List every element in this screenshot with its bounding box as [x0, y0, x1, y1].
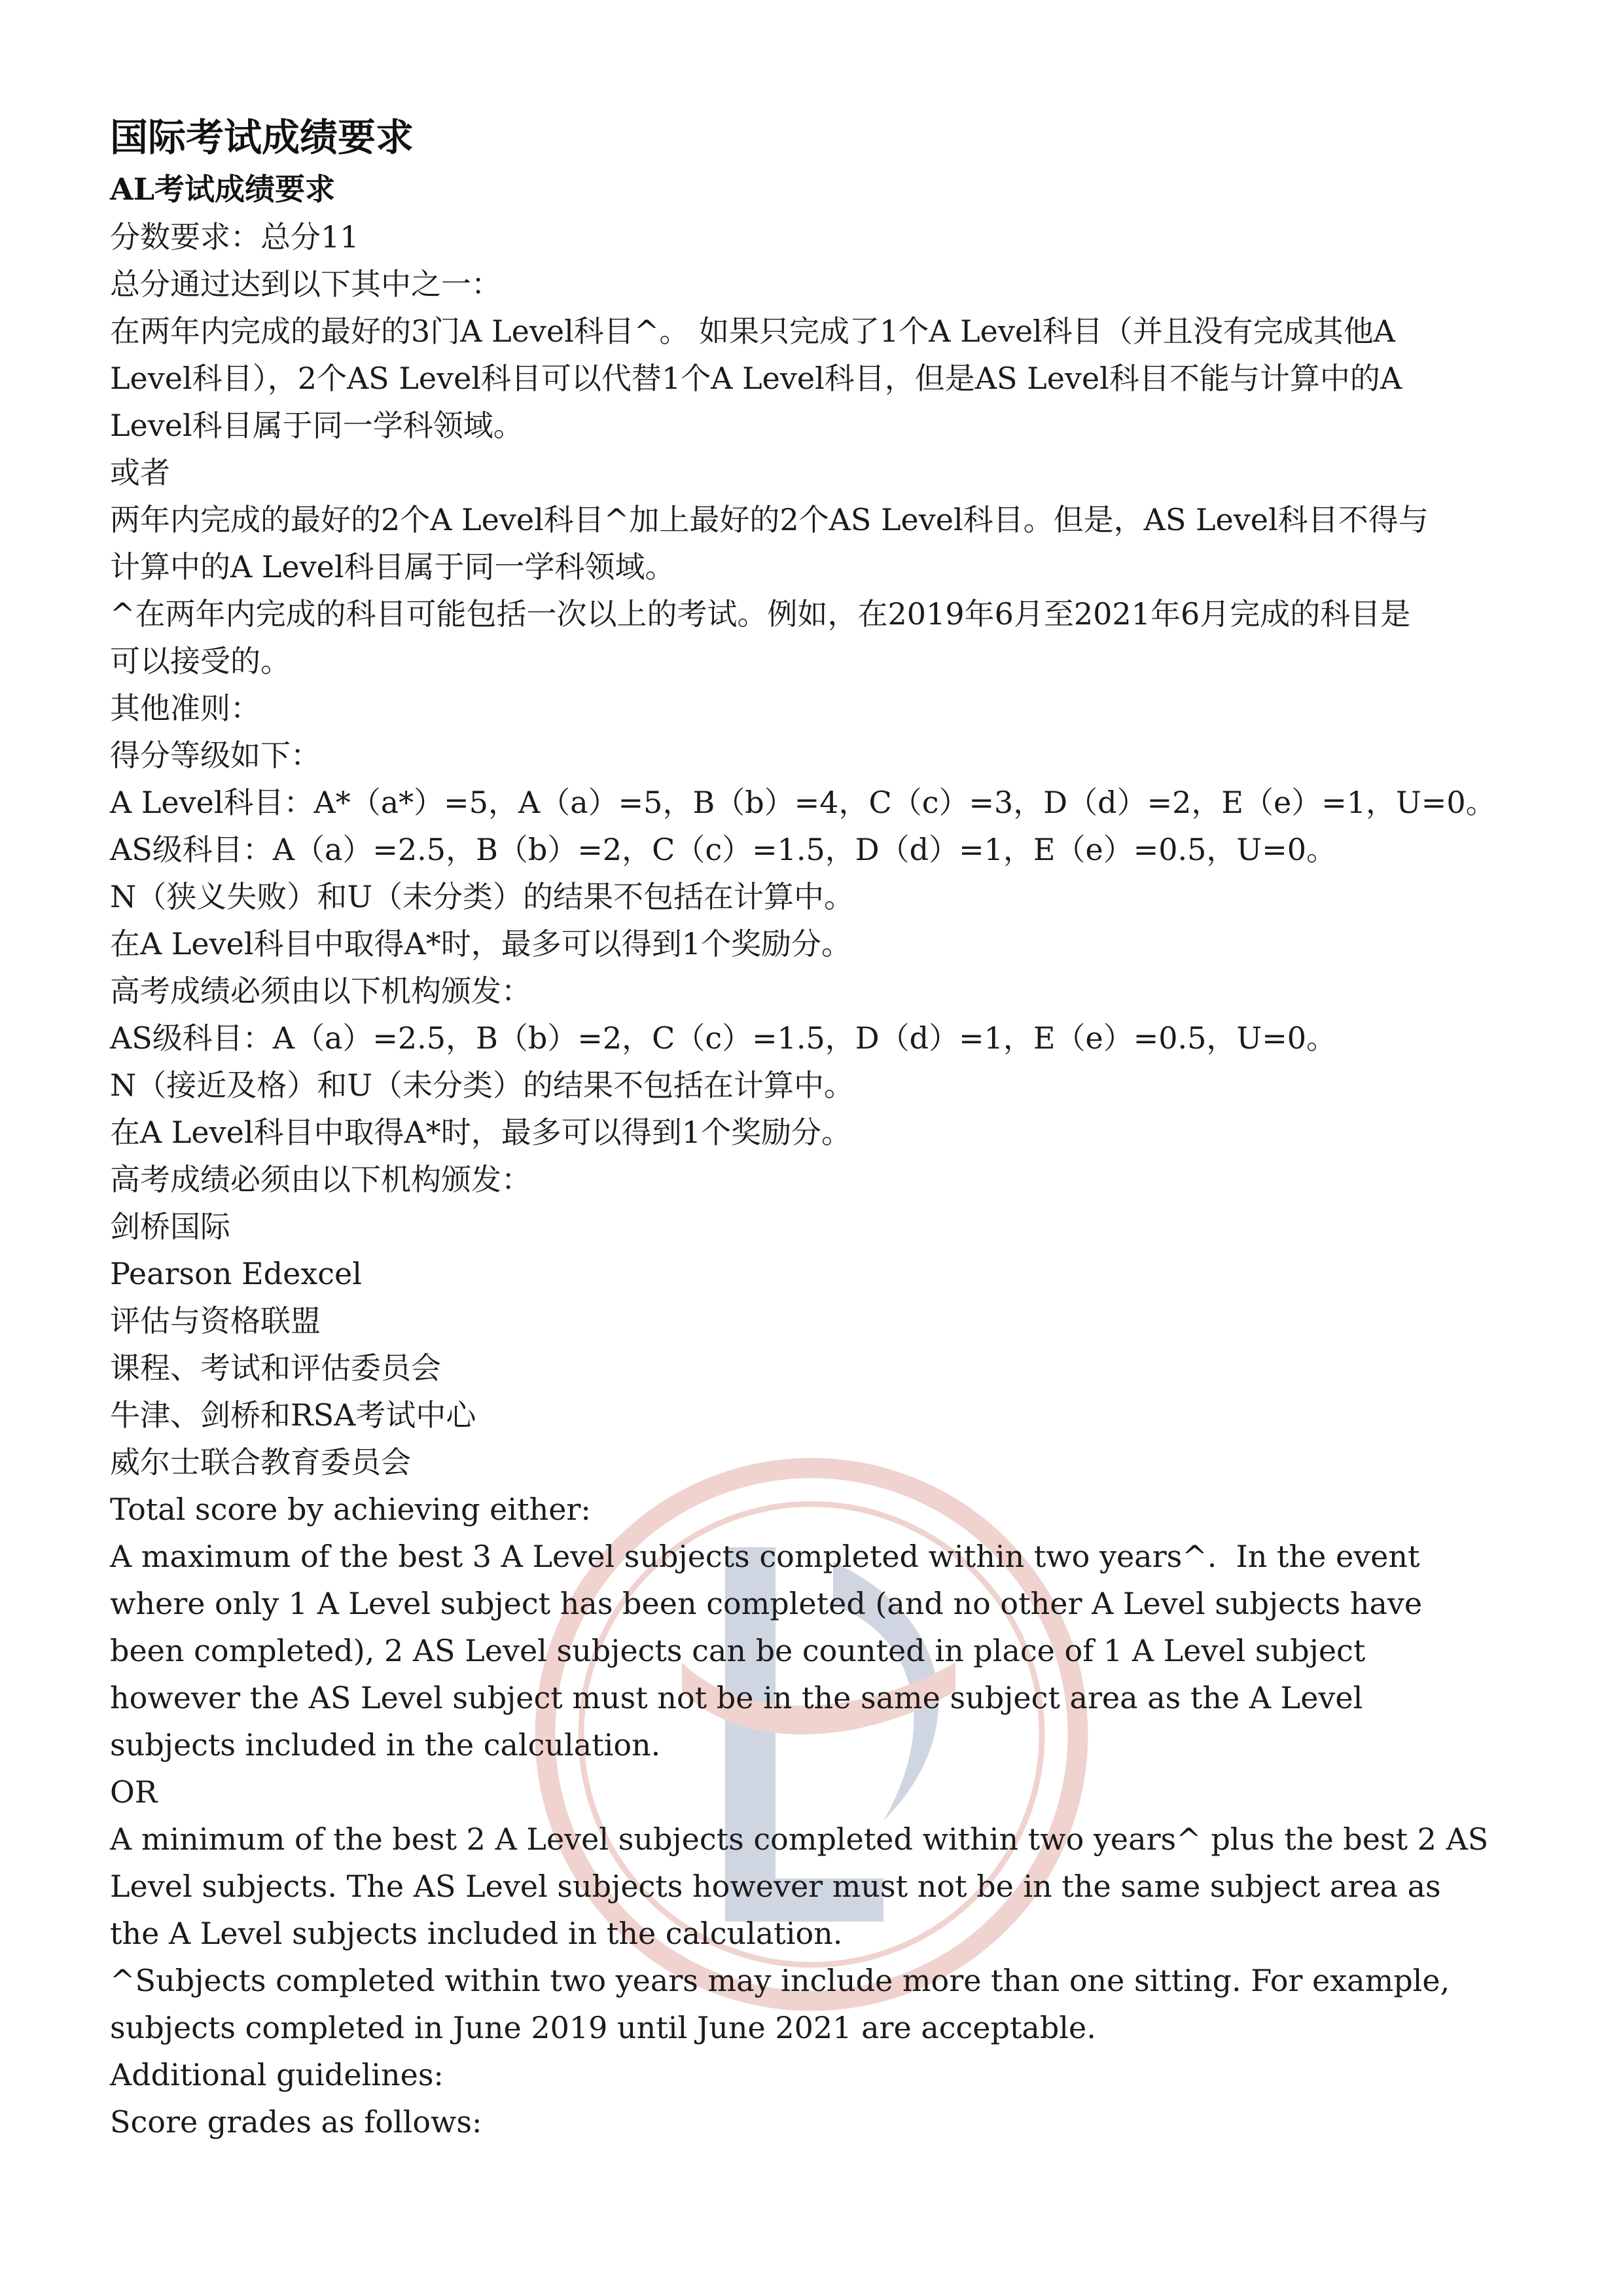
text-line: 总分通过达到以下其中之一： — [110, 266, 501, 302]
text-line: 分数要求：总分11 — [110, 219, 359, 255]
text-line: Pearson Edexcel — [110, 1256, 362, 1291]
text-line: Additional guidelines: — [110, 2057, 444, 2092]
text-line: 牛津、剑桥和RSA考试中心 — [110, 1397, 476, 1433]
text-line: subjects completed in June 2019 until June 2021 are acceptable. — [110, 2010, 1096, 2045]
text-line: 两年内完成的最好的2个A Level科目^加上最好的2个AS Level科目。但是，AS Level科目不得与 — [110, 502, 1429, 537]
text-lines — [110, 213, 1524, 2145]
text-line: where only 1 A Level subject has been completed (and no other A Level subjects have — [110, 1586, 1423, 1621]
text-line: 得分等级如下： — [110, 738, 321, 773]
text-line: 课程、考试和评估委员会 — [110, 1350, 441, 1386]
text-line: ^在两年内完成的科目可能包括一次以上的考试。例如，在2019年6月至2021年6月完成的科目是 — [110, 596, 1411, 632]
text-line: 高考成绩必须由以下机构颁发： — [110, 1162, 531, 1197]
text-line: A maximum of the best 3 A Level subjects completed within two years^. In the event — [110, 1539, 1420, 1574]
text-line: Total score by achieving either: — [110, 1492, 591, 1527]
text-line: Level科目属于同一学科领域。 — [110, 408, 524, 443]
text-line: the A Level subjects included in the calculation. — [110, 1916, 843, 1951]
text-line: AS级科目：A（a）=2.5，B（b）=2，C（c）=1.5，D（d）=1，E（e）=0.5，U=0。 — [110, 1020, 1337, 1056]
text-line: 威尔士联合教育委员会 — [110, 1444, 411, 1480]
text-line: 在A Level科目中取得A*时，最多可以得到1个奖励分。 — [110, 926, 852, 961]
text-line: Level科目），2个AS Level科目可以代替1个A Level科目，但是AS Level科目不能与计算中的A — [110, 361, 1402, 396]
text-line: ^Subjects completed within two years may include more than one sitting. For example, — [110, 1963, 1450, 1998]
page-title: 国际考试成绩要求 — [110, 115, 414, 160]
text-line: 剑桥国际 — [110, 1209, 230, 1244]
text-line: A minimum of the best 2 A Level subjects completed within two years^ plus the best 2 AS — [110, 1821, 1489, 1857]
text-line: 在两年内完成的最好的3门A Level科目^。 如果只完成了1个A Level科目（并且没有完成其他A — [110, 314, 1395, 349]
text-line: 高考成绩必须由以下机构颁发： — [110, 973, 531, 1009]
text-line: 其他准则： — [110, 691, 260, 726]
text-line: been completed), 2 AS Level subjects can be counted in place of 1 A Level subject — [110, 1633, 1366, 1668]
text-line: 在A Level科目中取得A*时，最多可以得到1个奖励分。 — [110, 1115, 852, 1150]
text-line: 评估与资格联盟 — [110, 1303, 321, 1338]
text-line: 或者 — [110, 455, 170, 490]
text-line: 计算中的A Level科目属于同一学科领域。 — [110, 549, 675, 584]
text-line: subjects included in the calculation. — [110, 1727, 661, 1763]
text-line: 可以接受的。 — [110, 643, 291, 679]
text-line: Level subjects. The AS Level subjects however must not be in the same subject area as — [110, 1869, 1441, 1904]
text-line: N（接近及格）和U（未分类）的结果不包括在计算中。 — [110, 1067, 855, 1103]
text-line: A Level科目：A*（a*）=5，A（a）=5，B（b）=4，C（c）=3，D（d）=2，E（e）=1，U=0。 — [110, 785, 1496, 820]
text-line: Score grades as follows: — [110, 2104, 482, 2140]
text-line: however the AS Level subject must not be in the same subject area as the A Level — [110, 1680, 1363, 1715]
document-body — [110, 110, 1524, 2145]
section-subtitle: AL考试成绩要求 — [110, 171, 336, 207]
text-line: OR — [110, 1774, 158, 1810]
text-line: AS级科目：A（a）=2.5，B（b）=2，C（c）=1.5，D（d）=1，E（e）=0.5，U=0。 — [110, 832, 1337, 867]
text-line: N（狭义失败）和U（未分类）的结果不包括在计算中。 — [110, 879, 855, 914]
